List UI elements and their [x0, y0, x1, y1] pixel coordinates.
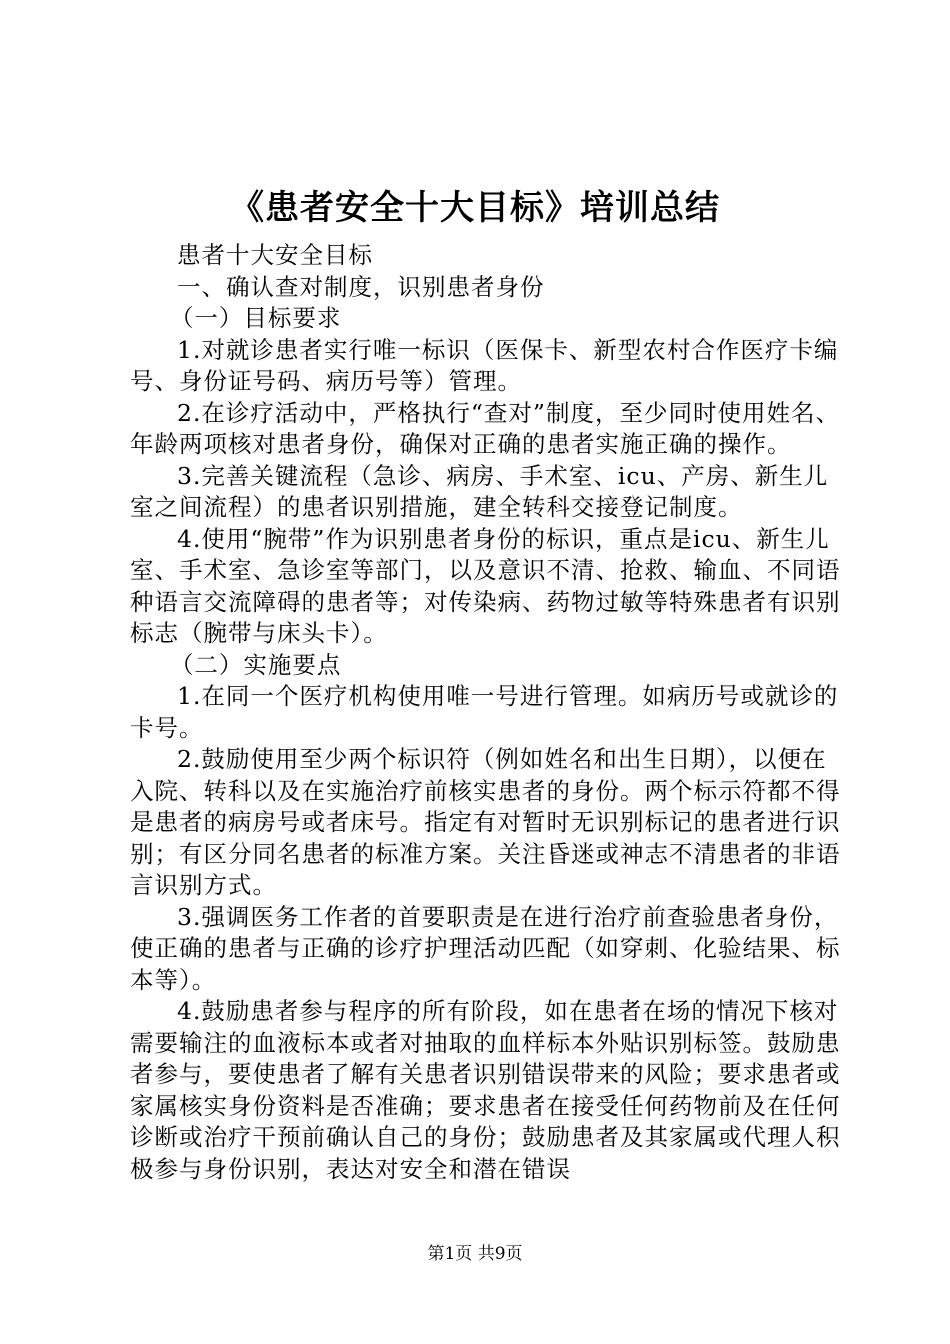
implementation-item-3: 3.强调医务工作者的首要职责是在进行治疗前查验患者身份，使正确的患者与正确的诊疗护理活动匹配（如穿刺、化验结果、标本等）。	[130, 902, 841, 994]
requirement-item-4: 4.使用“腕带”作为识别患者身份的标识，重点是icu、新生儿室、手术室、急诊室等部门，以及意识不清、抢救、输血、不同语种语言交流障碍的患者等；对传染病、药物过敏等特殊患者有识别标志（腕带与床头卡）。	[130, 524, 841, 647]
section-heading-1: 一、确认查对制度，识别患者身份	[177, 272, 545, 301]
implementation-item-4: 4.鼓励患者参与程序的所有阶段，如在患者在场的情况下核对需要输注的血液标本或者对抽取的血样标本外贴识别标签。鼓励患者参与，要使患者了解有关患者识别错误带来的风险；要求患者或家属核实身份资料是否准确；要求患者在接受任何药物前及在任何诊断或治疗干预前确认自己的身份；鼓励患者及其家属或代理人积极参与身份识别，表达对安全和潜在错误	[130, 997, 841, 1183]
subsection-heading-requirements: （一）目标要求	[169, 304, 342, 332]
paragraph-intro: 患者十大安全目标	[177, 241, 373, 269]
requirement-item-1: 1.对就诊患者实行唯一标识（医保卡、新型农村合作医疗卡编号、身份证号码、病历号等）管理。	[130, 335, 839, 395]
document-body	[130, 240, 842, 1185]
requirement-item-2: 2.在诊疗活动中，严格执行“查对”制度，至少同时使用姓名、年龄两项核对患者身份，确保对正确的患者实施正确的操作。	[130, 398, 840, 458]
implementation-item-2: 2.鼓励使用至少两个标识符（例如姓名和出生日期），以便在入院、转科以及在实施治疗前核实患者的身份。两个标示符都不得是患者的病房号或者床号。指定有对暂时无识别标记的患者进行识别；有区分同名患者的标准方案。关注昏迷或神志不清患者的非语言识别方式。	[130, 745, 841, 899]
implementation-item-1: 1.在同一个医疗机构使用唯一号进行管理。如病历号或就诊的卡号。	[130, 682, 839, 742]
page-footer: 第1页 共9页	[427, 1244, 523, 1264]
document-title: 《患者安全十大目标》培训总结	[230, 188, 720, 228]
requirement-item-3: 3.完善关键流程（急诊、病房、手术室、icu、产房、新生儿室之间流程）的患者识别措施，建全转科交接登记制度。	[130, 461, 829, 521]
subsection-heading-implementation: （二）实施要点	[169, 650, 342, 679]
